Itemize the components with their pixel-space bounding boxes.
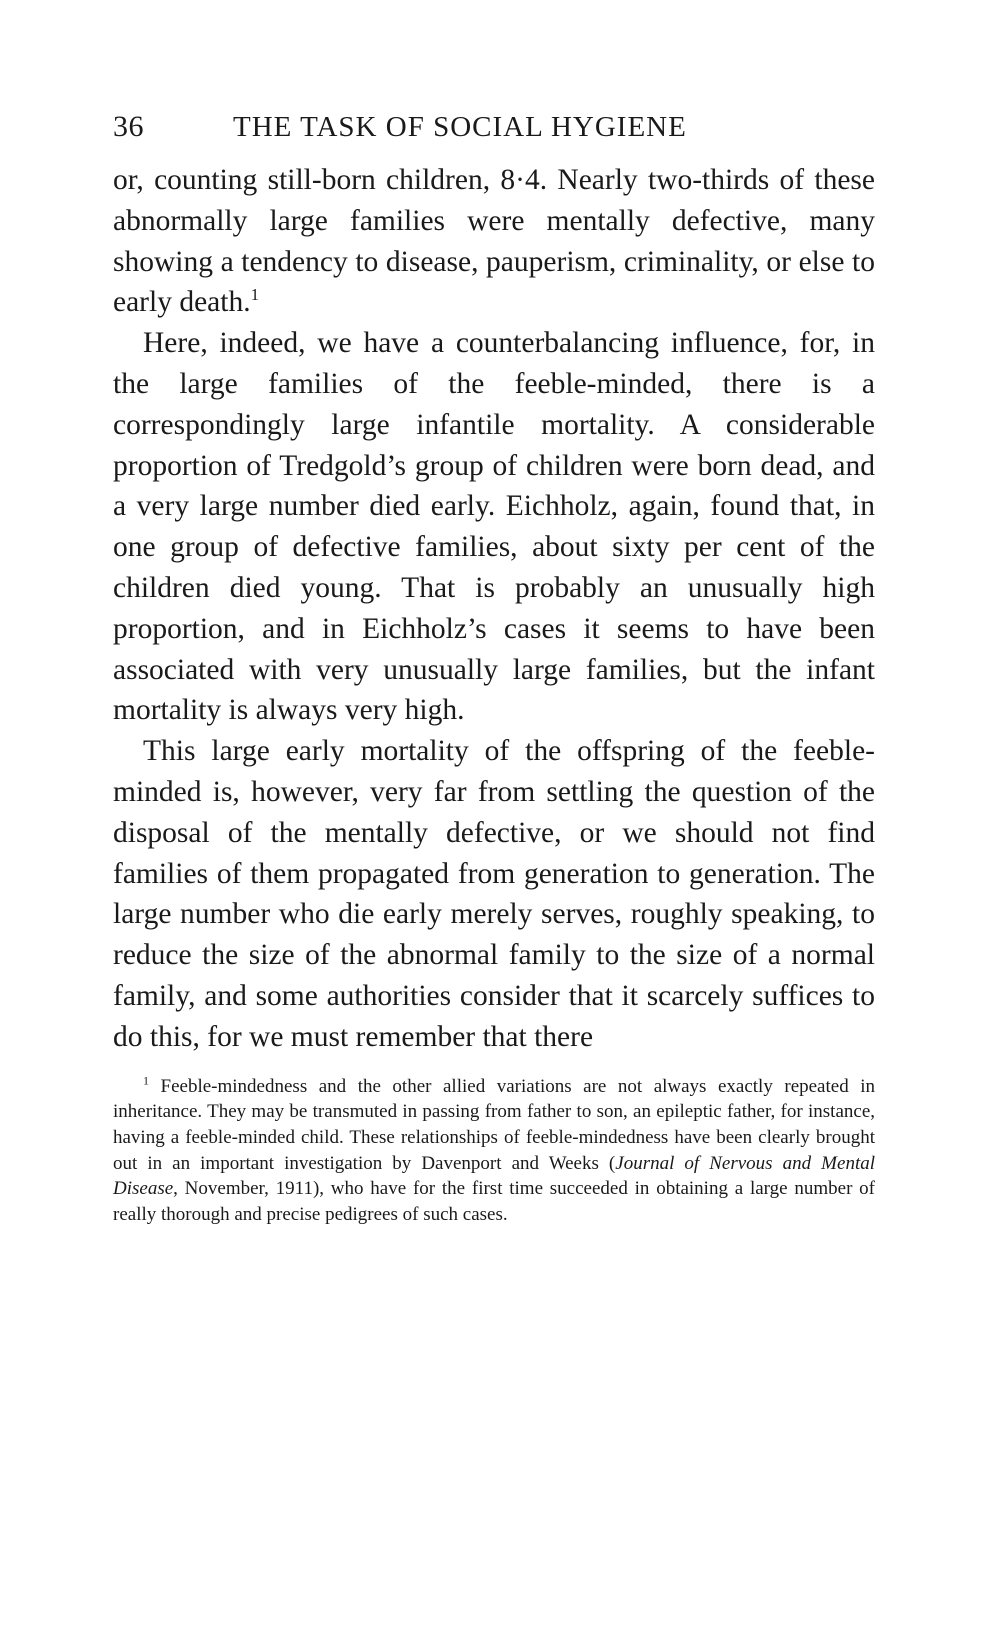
running-title: THE TASK OF SOCIAL HYGIENE xyxy=(233,111,687,143)
body-text xyxy=(113,160,875,1058)
footnote-mark: 1 xyxy=(143,1073,149,1088)
footnote-journal-title: Journal of Nervous and Mental Disease xyxy=(113,1152,875,1200)
paragraph-1 xyxy=(113,160,875,323)
footnote-text-after: , November, 1911), who have for the first time succeeded in obtaining a large number of really thorough and precise pedigrees of such cases. xyxy=(113,1178,875,1226)
page-number: 36 xyxy=(113,110,144,143)
book-page xyxy=(113,110,875,1228)
running-head xyxy=(113,110,875,160)
paragraph-3: This large early mortality of the offspring of the feeble-minded is, however, very far from settling the question of the disposal of the mentally defective, or we should not find families of them propagated from generation to generation. The large number who die early merely serves, roughly speaking, to reduce the size of the abnormal family to the size of a normal family, and some authorities consider that it scarcely suffices to do this, for we must remember that there xyxy=(113,735,875,1053)
footnote-text-before: Feeble-mindedness and the other allied variations are not always exactly repeated in inheritance. They may be transmuted in passing from father to son, an epileptic father, for instance, having a feeble-minded child. These relationships of feeble-mindedness have been clearly brought out in an important investigation by Davenport and Weeks ( xyxy=(113,1075,876,1174)
footnote-reference: 1 xyxy=(250,285,260,305)
paragraph-2: Here, indeed, we have a counterbalancing influence, for, in the large families of the feeble-minded, there is a correspondingly large infantile mortality. A considerable proportion of Tredgold’s group of children were born dead, and a very large number died early. Eichholz, again, found that, in one group of defective families, about sixty per cent of the children died young. That is probably an unusually high proportion, and in Eichholz’s cases it seems to have been associated with very unusually large families, but the infant mortality is always very high. xyxy=(113,327,875,727)
footnotes xyxy=(113,1074,875,1228)
footnote-1 xyxy=(113,1074,875,1228)
paragraph-1-text: or, counting still-born children, 8·4. Nearly two-thirds of these abnormally large families were mentally defective, many showing a tendency to disease, pauperism, criminality, or else to early death. xyxy=(113,164,875,319)
